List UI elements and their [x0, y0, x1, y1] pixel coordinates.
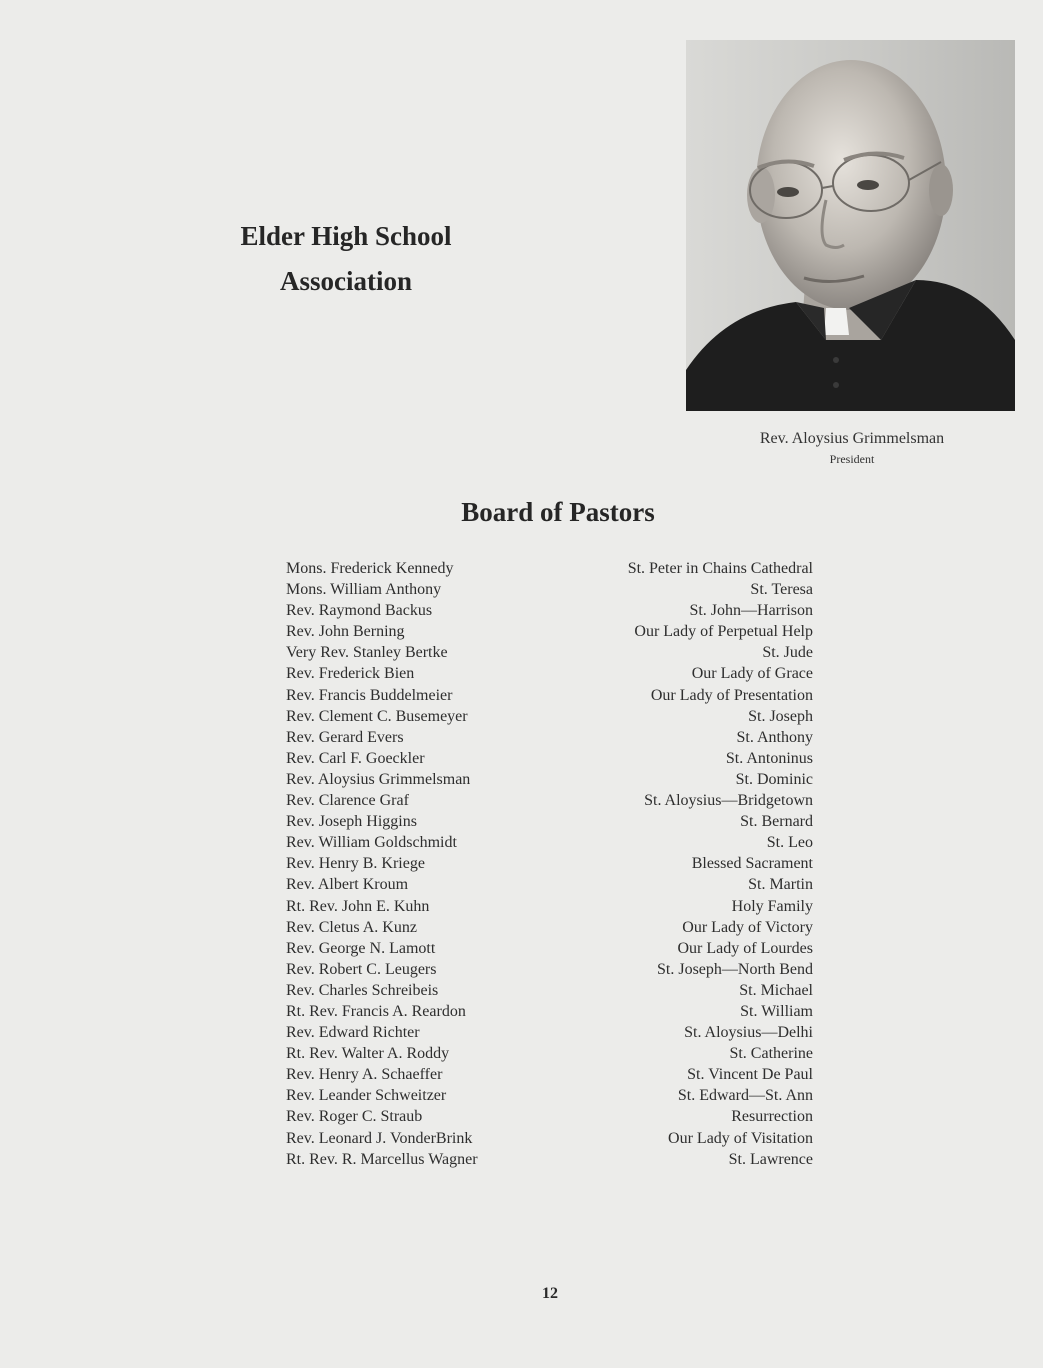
pastor-list [286, 558, 813, 1170]
parish-name: St. Teresa [750, 581, 813, 599]
pastor-name: Rev. Albert Kroum [286, 876, 409, 894]
list-item [286, 938, 813, 959]
list-item [286, 917, 813, 938]
list-item [286, 1128, 813, 1149]
list-item [286, 853, 813, 874]
list-item [286, 727, 813, 748]
parish-name: St. Martin [748, 876, 813, 894]
list-item [286, 748, 813, 769]
parish-name: Our Lady of Lourdes [677, 939, 813, 957]
parish-name: Our Lady of Victory [682, 918, 813, 936]
parish-name: St. Lawrence [728, 1150, 813, 1168]
pastor-name: Mons. William Anthony [286, 581, 442, 599]
list-item [286, 1001, 813, 1022]
list-item [286, 1149, 813, 1170]
parish-name: St. Joseph [748, 707, 813, 725]
pastor-name: Very Rev. Stanley Bertke [286, 644, 448, 662]
parish-name: St. Bernard [740, 813, 813, 831]
list-item [286, 685, 813, 706]
pastor-name: Rev. Edward Richter [286, 1024, 420, 1042]
pastor-name: Rev. Gerard Evers [286, 728, 404, 746]
pastor-name: Rev. Clement C. Busemeyer [286, 707, 468, 725]
pastor-name: Rt. Rev. John E. Kuhn [286, 897, 430, 915]
list-item [286, 874, 813, 895]
list-item [286, 642, 813, 663]
list-item [286, 579, 813, 600]
list-item [286, 1043, 813, 1064]
parish-name: Our Lady of Visitation [668, 1129, 813, 1147]
list-item [286, 959, 813, 980]
parish-name: Our Lady of Presentation [650, 686, 813, 704]
pastor-name: Rev. Aloysius Grimmelsman [286, 770, 471, 788]
pastor-name: Rev. Clarence Graf [286, 792, 409, 810]
list-item [286, 1106, 813, 1127]
page-title [218, 214, 474, 304]
pastor-name: Rev. Cletus A. Kunz [286, 918, 417, 936]
pastor-name: Rt. Rev. R. Marcellus Wagner [286, 1150, 478, 1168]
pastor-name: Rt. Rev. Francis A. Reardon [286, 1002, 466, 1020]
photo-caption-role: President [829, 452, 875, 466]
board-heading: Board of Pastors [461, 497, 655, 527]
pastor-name: Rev. Francis Buddelmeier [286, 686, 453, 704]
list-item [286, 621, 813, 642]
list-item [286, 790, 813, 811]
pastor-name: Rev. Henry A. Schaeffer [286, 1066, 443, 1084]
pastor-name: Rt. Rev. Walter A. Roddy [286, 1045, 450, 1063]
pastor-name: Rev. Frederick Bien [286, 665, 415, 683]
page-number: 12 [542, 1285, 558, 1302]
parish-name: Our Lady of Grace [691, 665, 813, 683]
portrait-illustration [686, 40, 1015, 411]
parish-name: St. Aloysius—Bridgetown [644, 792, 813, 810]
parish-name: St. Peter in Chains Cathedral [627, 560, 813, 577]
list-item [286, 980, 813, 1001]
list-item [286, 1085, 813, 1106]
list-item [286, 1022, 813, 1043]
list-item [286, 600, 813, 621]
parish-name: St. John—Harrison [689, 602, 813, 620]
pastor-name: Rev. Leander Schweitzer [286, 1087, 447, 1105]
parish-name: St. Catherine [729, 1045, 813, 1063]
parish-name: St. William [740, 1002, 813, 1020]
pastor-name: Rev. John Berning [286, 623, 405, 641]
parish-name: St. Edward—St. Ann [677, 1087, 813, 1105]
list-item [286, 811, 813, 832]
pastor-name: Rev. George N. Lamott [286, 939, 436, 957]
parish-name: Our Lady of Perpetual Help [634, 623, 813, 641]
portrait-photo [686, 40, 1015, 411]
parish-name: Resurrection [731, 1108, 813, 1126]
photo-caption-name: Rev. Aloysius Grimmelsman [759, 430, 945, 447]
list-item [286, 558, 813, 579]
parish-name: St. Michael [739, 981, 813, 999]
pastor-name: Rev. Robert C. Leugers [286, 960, 437, 978]
parish-name: St. Dominic [735, 770, 813, 788]
parish-name: St. Vincent De Paul [687, 1066, 813, 1084]
parish-name: St. Leo [766, 834, 813, 852]
page-title-line1: Elder High School [240, 221, 452, 251]
pastor-name: Mons. Frederick Kennedy [286, 560, 454, 577]
pastor-name: Rev. Carl F. Goeckler [286, 749, 425, 767]
parish-name: St. Aloysius—Delhi [684, 1024, 813, 1042]
parish-name: Blessed Sacrament [691, 855, 813, 873]
pastor-name: Rev. Raymond Backus [286, 602, 433, 620]
parish-name: St. Joseph—North Bend [657, 960, 813, 978]
pastor-name: Rev. William Goldschmidt [286, 834, 457, 852]
parish-name: St. Antoninus [725, 749, 813, 767]
pastor-name: Rev. Joseph Higgins [286, 813, 417, 831]
pastor-name: Rev. Henry B. Kriege [286, 855, 425, 873]
list-item [286, 706, 813, 727]
parish-name: Holy Family [731, 897, 813, 915]
parish-name: St. Jude [762, 644, 813, 662]
list-item [286, 896, 813, 917]
pastor-name: Rev. Charles Schreibeis [286, 981, 439, 999]
list-item [286, 1064, 813, 1085]
list-item [286, 832, 813, 853]
pastor-name: Rev. Roger C. Straub [286, 1108, 423, 1126]
list-item [286, 769, 813, 790]
list-item [286, 663, 813, 684]
page-title-line2: Association [279, 266, 412, 296]
pastor-name: Rev. Leonard J. VonderBrink [286, 1129, 473, 1147]
parish-name: St. Anthony [736, 728, 813, 746]
